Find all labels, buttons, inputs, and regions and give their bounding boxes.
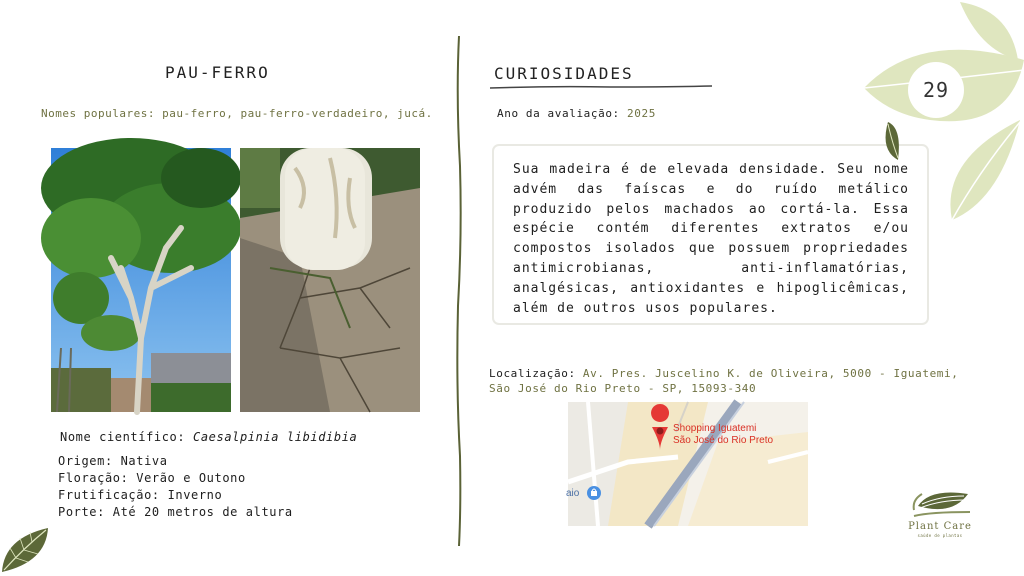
scientific-name-value: Caesalpinia libidibia — [193, 430, 358, 444]
fact-origin: Origem: Nativa — [58, 454, 168, 468]
evaluation-year — [497, 107, 656, 120]
scientific-name-label: Nome científico: — [60, 430, 186, 444]
location-map[interactable] — [568, 402, 808, 526]
map-partial-label: aio — [566, 488, 580, 499]
location-label: Localização: — [489, 367, 576, 380]
species-title: PAU-FERRO — [165, 63, 270, 82]
scientific-name — [60, 430, 357, 444]
logo-tagline: saúde de plantas — [917, 533, 963, 538]
curiosity-text: Sua madeira é de elevada densidade. Seu nome advém das faíscas e do ruído metálico produzido pelos machados ao cortá-la. Essa espécie contém diferentes extratos e/ou compostos isolados que possuem propriedades antimicrobianas, anti-inflamatórias, analgésicas, antioxidantes e hipoglicêmicas, além de outros usos populares. — [513, 162, 909, 316]
column-divider — [453, 36, 465, 546]
year-value: 2025 — [627, 107, 656, 120]
location-value: Av. Pres. Juscelino K. de Oliveira, 5000 - Iguatemi, São José do Rio Preto - SP, 15093-340 — [489, 367, 959, 395]
species-facts — [58, 453, 293, 521]
fact-fruiting: Frutificação: Inverno — [58, 488, 223, 502]
leaf-icon — [0, 526, 52, 576]
tree-photo — [51, 148, 231, 412]
year-label: Ano da avaliação: — [497, 107, 620, 120]
map-pin-label-1: Shopping Iguatemi — [673, 423, 757, 434]
map-pin-label-2: São José do Rio Preto — [673, 435, 774, 446]
curiosities-title: CURIOSIDADES — [494, 64, 634, 83]
shopping-bag-icon — [587, 486, 601, 500]
popular-names — [41, 107, 433, 120]
fact-flowering: Floração: Verão e Outono — [58, 471, 246, 485]
leaf-decoration-icon — [860, 0, 1024, 230]
popular-names-label: Nomes populares: — [41, 107, 155, 120]
popular-names-value: pau-ferro, pau-ferro-verdadeiro, jucá. — [162, 107, 433, 120]
title-underline — [490, 84, 712, 90]
fact-size: Porte: Até 20 metros de altura — [58, 505, 293, 519]
page-number: 29 — [922, 78, 950, 102]
logo-name: Plant Care — [908, 521, 972, 532]
trunk-photo — [240, 148, 420, 412]
location — [489, 366, 979, 396]
